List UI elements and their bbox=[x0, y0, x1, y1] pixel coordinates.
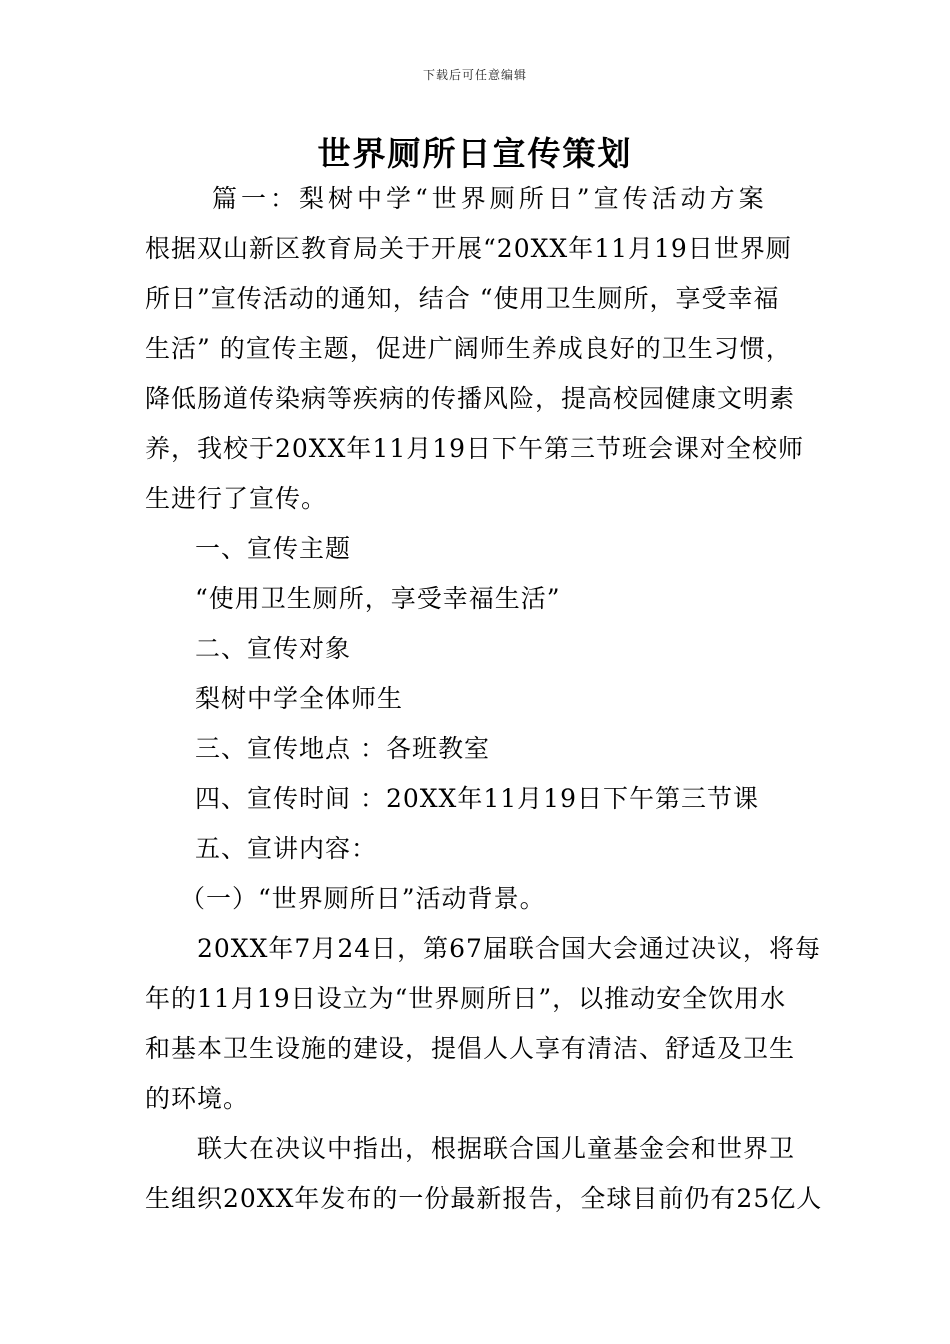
paragraph-line: 生进行了宣传。 bbox=[145, 484, 328, 513]
header-note: 下载后可任意编辑 bbox=[422, 68, 527, 82]
section-heading-content: 五、宣讲内容： bbox=[195, 834, 378, 863]
subsection-heading-background: （一）“世界厕所日”活动背景。 bbox=[180, 884, 546, 913]
section-heading-target: 二、宣传对象 bbox=[195, 634, 352, 663]
section-text-theme: “使用卫生厕所，享受幸福生活” bbox=[195, 584, 561, 613]
paragraph-line: 联大在决议中指出，根据联合国儿童基金会和世界卫 bbox=[197, 1134, 796, 1163]
paragraph-line: 生活” 的宣传主题，促进广阔师生养成良好的卫生习惯， bbox=[145, 334, 792, 363]
section-location: 三、宣传地点 ：各班教室 bbox=[195, 734, 490, 763]
paragraph-line: 20XX年7月24日，第67届联合国大会通过决议，将每 bbox=[197, 934, 821, 963]
paragraph-line: 的环境。 bbox=[145, 1084, 250, 1113]
section-time: 四、宣传时间 ：20XX年11月19日下午第三节课 bbox=[195, 784, 759, 813]
paragraph-line: 养，我校于20XX年11月19日下午第三节班会课对全校师 bbox=[145, 434, 805, 463]
paragraph-line: 根据双山新区教育局关于开展“20XX年11月19日世界厕 bbox=[145, 234, 792, 263]
section-heading-theme: 一、宣传主题 bbox=[195, 534, 352, 563]
document-title: 世界厕所日宣传策划 bbox=[317, 134, 633, 173]
paragraph-line: 生组织20XX年发布的一份最新报告，全球目前仍有25亿人 bbox=[145, 1184, 823, 1213]
paragraph-line: 年的11月19日设立为“世界厕所日”，以推动安全饮用水 bbox=[145, 984, 787, 1013]
paragraph-line: 降低肠道传染病等疾病的传播风险，提高校园健康文明素 bbox=[145, 384, 796, 413]
paragraph-line: 所日”宣传活动的通知，结合 “使用卫生厕所，享受幸福 bbox=[145, 284, 780, 313]
section-text-target: 梨树中学全体师生 bbox=[195, 684, 404, 713]
paragraph-line: 和基本卫生设施的建设，提倡人人享有清洁、舒适及卫生 bbox=[145, 1034, 796, 1063]
document-subtitle: 篇一：梨树中学“世界厕所日”宣传活动方案 bbox=[212, 184, 768, 213]
